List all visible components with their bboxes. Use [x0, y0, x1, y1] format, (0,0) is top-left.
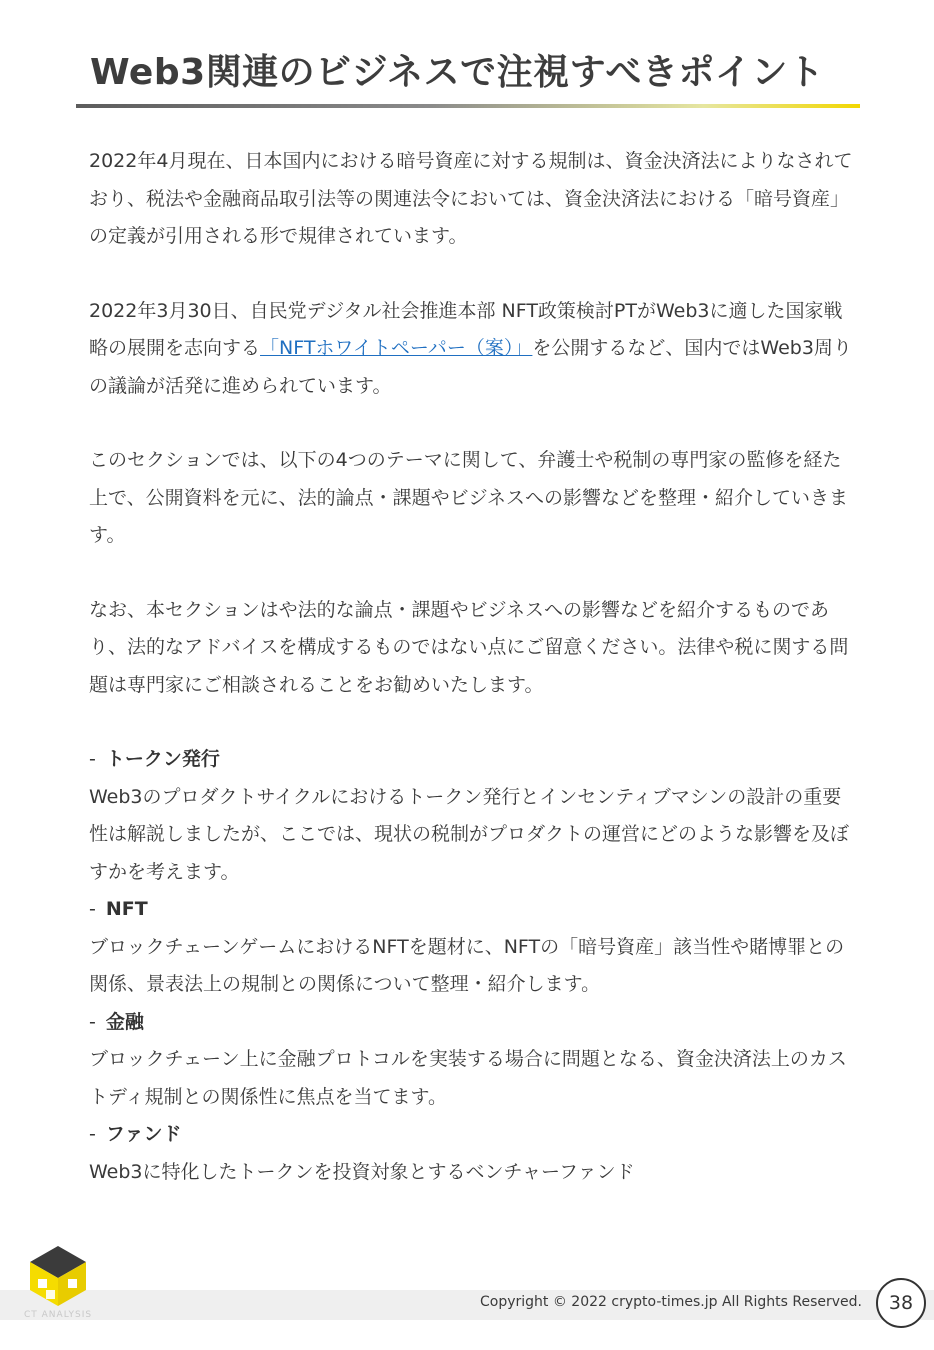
- theme-item-fund: [89, 1116, 859, 1191]
- paragraph-disclaimer: なお、本セクションはや法的な論点・課題やビジネスへの影響などを紹介するものであり、法的なアドバイスを構成するものではない点にご留意ください。法律や税に関する問題は専門家にご相談されることをお勧めいたします。: [89, 598, 849, 696]
- theme-heading: [89, 741, 859, 779]
- theme-heading: [89, 891, 859, 929]
- theme-heading-label: ファンド: [105, 1123, 182, 1145]
- main-content: [89, 143, 859, 1191]
- theme-description: Web3に特化したトークンを投資対象とするベンチャーファンド: [89, 1160, 635, 1183]
- logo-text: CT ANALYSIS: [24, 1310, 93, 1320]
- paragraph-section-intro: このセクションでは、以下の4つのテーマに関して、弁護士や税制の専門家の監修を経た上で、公開資料を元に、法的論点・課題やビジネスへの影響などを整理・紹介していきます。: [89, 449, 849, 546]
- paragraph-text-before-link: 2022年3月30日、自民党デジタル社会推進本部 NFT政策検討PTがWeb3に適した国家戦略の展開を志向する: [89, 299, 843, 359]
- theme-description: ブロックチェーンゲームにおけるNFTを題材に、NFTの「暗号資産」該当性や賭博罪との関係、景表法上の規制との関係について整理・紹介します。: [89, 935, 845, 995]
- page-title: Web3関連のビジネスで注視すべきポイント: [90, 52, 825, 93]
- ct-analysis-logo-icon: [26, 1244, 90, 1308]
- theme-description: Web3のプロダクトサイクルにおけるトークン発行とインセンティブマシンの設計の重要性は解説しましたが、ここでは、現状の税制がプロダクトの運営にどのような影響を及ぼすかを考えます。: [89, 785, 850, 883]
- bullet-dash: -: [89, 748, 96, 770]
- theme-heading-label: トークン発行: [105, 748, 220, 770]
- theme-list: [89, 741, 859, 1191]
- page-number: 38: [876, 1278, 926, 1328]
- paragraph-text-after-link: を公開するなど、国内ではWeb3周りの議論が活発に進められています。: [89, 337, 852, 397]
- title-underline: [76, 104, 860, 108]
- paragraph-nft-whitepaper: [89, 293, 859, 406]
- nft-whitepaper-link[interactable]: 「NFTホワイトペーパー（案）」: [260, 337, 533, 359]
- theme-heading: [89, 1004, 859, 1042]
- theme-item-nft: [89, 891, 859, 1004]
- theme-item-token-issuance: [89, 741, 859, 891]
- copyright-text: Copyright © 2022 crypto-times.jp All Rights Reserved.: [480, 1294, 863, 1310]
- bullet-dash: -: [89, 1010, 96, 1033]
- theme-heading: [89, 1116, 859, 1154]
- theme-description: ブロックチェーン上に金融プロトコルを実装する場合に問題となる、資金決済法上のカストディ規制との関係性に焦点を当てます。: [89, 1048, 847, 1108]
- bullet-dash: -: [89, 1123, 96, 1145]
- theme-heading-label: 金融: [105, 1010, 144, 1033]
- paragraph-regulation: 2022年4月現在、日本国内における暗号資産に対する規制は、資金決済法によりなされており、税法や金融商品取引法等の関連法令においては、資金決済法における「暗号資産」の定義が引用される形で規律されています。: [89, 150, 853, 247]
- theme-item-finance: [89, 1004, 859, 1117]
- bullet-dash: -: [89, 898, 96, 920]
- theme-heading-label: NFT: [105, 898, 148, 920]
